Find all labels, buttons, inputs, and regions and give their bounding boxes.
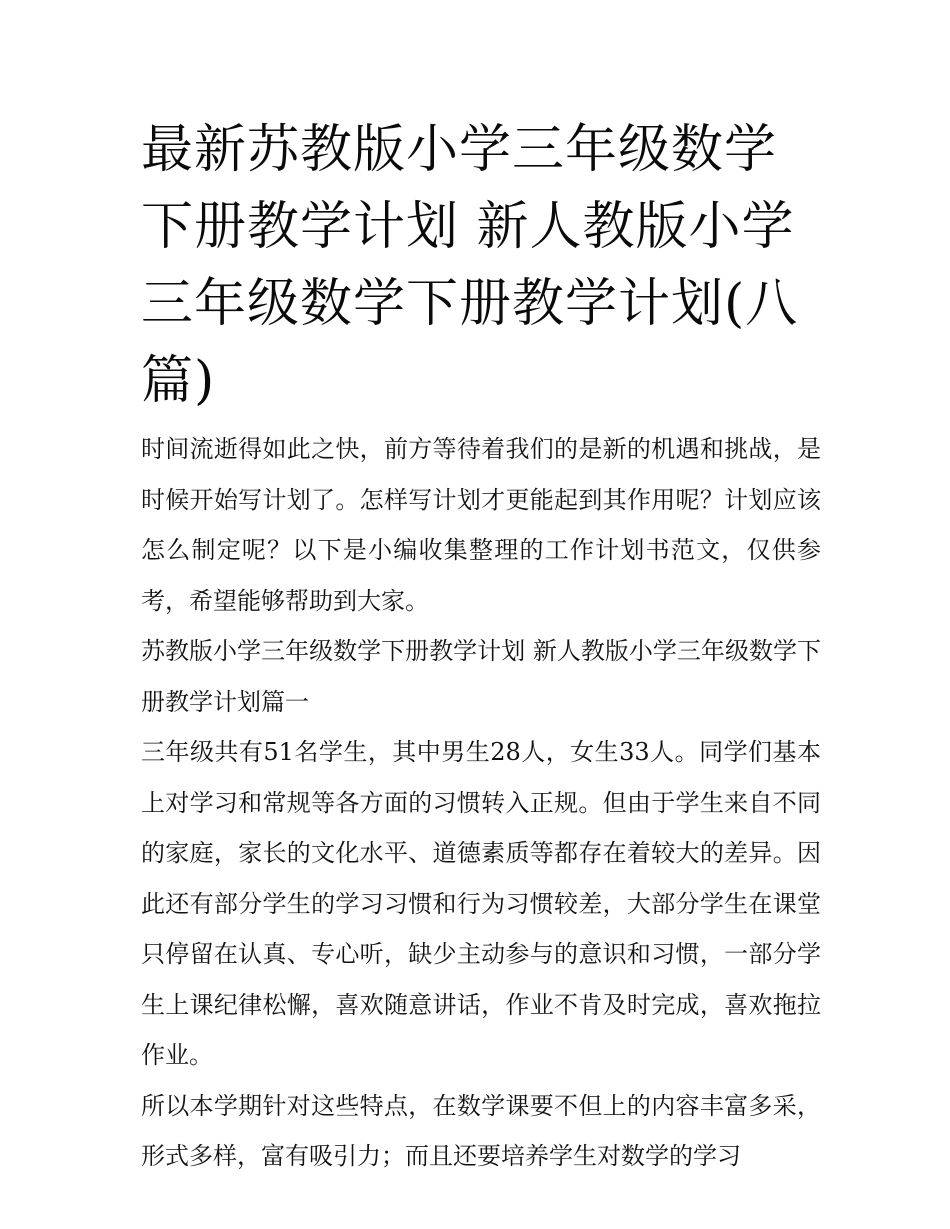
- section-heading: 苏教版小学三年级数学下册教学计划 新人教版小学三年级数学下册教学计划篇一: [141, 637, 821, 716]
- body-paragraph: 所以本学期针对这些特点，在数学课要不但上的内容丰富多采，形式多样，富有吸引力；而且还要培养学生对数学的学习: [141, 1091, 821, 1170]
- body-paragraph: 三年级共有51名学生，其中男生28人，女生33人。同学们基本上对学习和常规等各方面的习惯转入正规。但由于学生来自不同的家庭，家长的文化水平、道德素质等都存在着较大的差异。因此还有部分学生的学习习惯和行为习惯较差，大部分学生在课堂只停留在认真、专心听，缺少主动参与的意识和习惯，一部分学生上课纪律松懈，喜欢随意讲话，作业不肯及时完成，喜欢拖拉作业。: [141, 738, 821, 1069]
- document-page: [141, 112, 821, 1182]
- intro-paragraph: 时间流逝得如此之快，前方等待着我们的是新的机遇和挑战，是时候开始写计划了。怎样写计划才更能起到其作用呢？计划应该怎么制定呢？以下是小编收集整理的工作计划书范文，仅供参考，希望能够帮助到大家。: [141, 435, 821, 615]
- document-title: 最新苏教版小学三年级数学下册教学计划 新人教版小学三年级数学下册教学计划(八篇): [141, 120, 799, 411]
